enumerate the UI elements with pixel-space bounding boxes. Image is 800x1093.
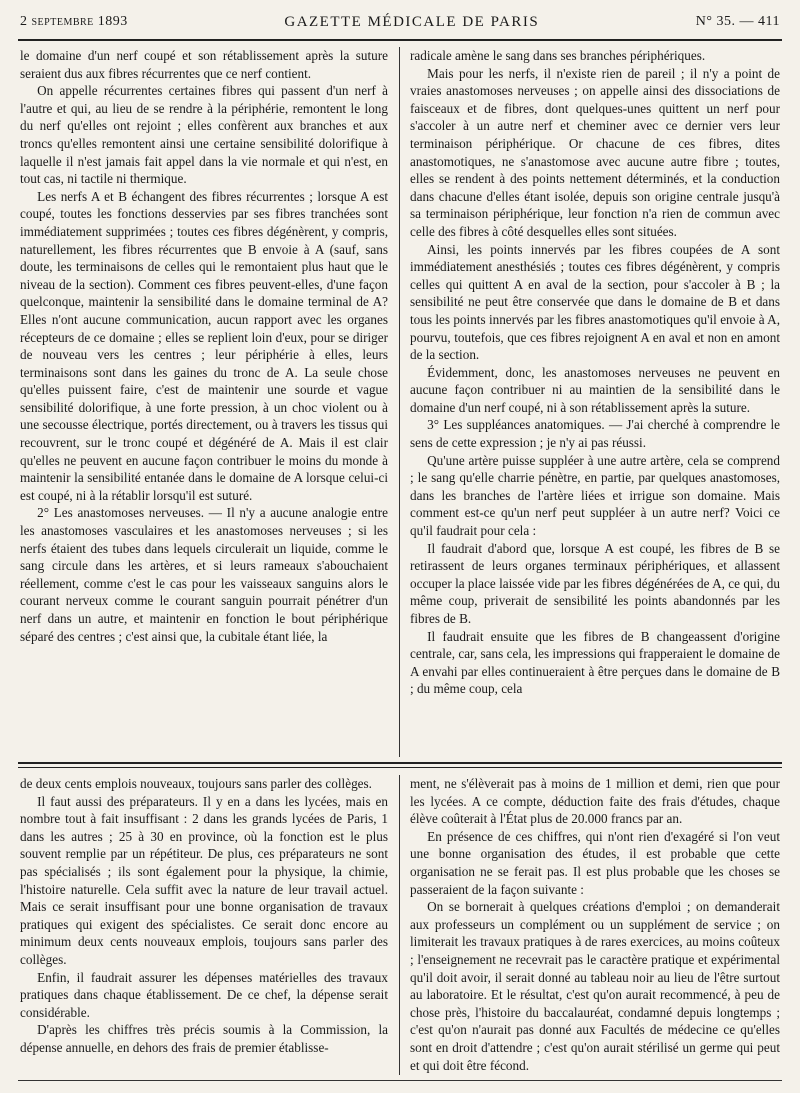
paragraph: Qu'une artère puisse suppléer à une autre artère, cela se comprend ; le sang qu'elle charrie pénètre, en partie, par quelques anastomoses, dans les branches de l'artère liées et irrigue son domaine. Mais comment est-ce qu'un nerf peut suppléer à un autre nerf? Voici ce qu'il faudrait pour cela :	[410, 452, 780, 539]
paragraph: Mais pour les nerfs, il n'existe rien de pareil ; il n'y a point de vraies anastomoses nerveuses ; on appelle ainsi des dissociations de faisceaux et de fibres, dont quelques-unes quittent un nerf pour s'accoler à un autre nerf et cheminer avec ce dernier vers leur terminaison périphérique. Or chacune de ces fibres, dites anastomotiques, ne s'anastomose avec aucune autre fibre ; toutes, elles se rendent à des points nettement déterminés, et la conduction dans chacune d'elles étant isolée, depuis son origine centrale jusqu'à sa terminaison périphérique, leur fonction n'a rien de commun avec celle des fibres à côté desquelles elles sont situées.	[410, 65, 780, 239]
header-issue: N° 35. — 411	[695, 14, 780, 29]
column-divider	[399, 47, 400, 757]
footer-rule	[18, 1080, 782, 1081]
header-rule	[18, 39, 782, 41]
paragraph: de deux cents emplois nouveaux, toujours sans parler des collèges.	[20, 776, 372, 791]
section-rule-thin	[18, 767, 782, 768]
header-date: 2 septembre 1893	[20, 14, 128, 29]
paragraph: Il faut aussi des préparateurs. Il y en a dans les lycées, mais en nombre tout à fait insuffisant : 2 dans les grands lycées de Paris, 1 dans les autres ; 25 à 30 en province, où la fonction est le plus souvent remplie par un répétiteur. De plus, ces préparateurs ne sont pas spécialisés ; ils sont également pour la physique, la chimie, l'histoire naturelle. Cela suffit avec la nature de leur travail actuel. Mais ce serait insuffisant pour une bonne organisation de travaux pratiques qui exigent des spécialistes. Ce serait donc encore au minimum deux cents nouveaux emplois, toujours sans parler des collèges.	[20, 793, 388, 967]
bottom-right-column	[410, 775, 780, 1075]
paragraph: ment, ne s'élèverait pas à moins de 1 million et demi, rien que pour les lycées. A ce compte, déduction faite des frais d'études, chaque élève coûterait à l'État plus de 20.000 francs par an.	[410, 776, 780, 827]
paragraph: Il faudrait d'abord que, lorsque A est coupé, les fibres de B se retirassent de leurs organes terminaux périphériques, et allassent occuper la place laissée vide par les fibres dégénérées de A, ce qui, du même coup, priverait de sensibilité les points abandonnés par les fibres de B.	[410, 540, 780, 626]
top-left-column	[20, 47, 388, 749]
paragraph: radicale amène le sang dans ses branches périphériques.	[410, 48, 706, 63]
paragraph: Il faudrait ensuite que les fibres de B changeassent d'origine centrale, car, sans cela, les impressions qui frapperaient le domaine de A envahi par elles continueraient à être perçues dans le domaine de B ; du même coup, cela	[410, 628, 780, 697]
paragraph: 3° Les suppléances anatomiques. — J'ai cherché à comprendre le sens de cette expression ; je n'y ai pas réussi.	[410, 417, 780, 451]
paragraph: Évidemment, donc, les anastomoses nerveuses ne peuvent en aucune façon contribuer ni au maintien de la sensibilité dans le domaine d'un nerf coupé, ni à son rétablissement après la suture.	[410, 364, 780, 415]
paragraph: En présence de ces chiffres, qui n'ont rien d'exagéré si l'on veut une bonne organisation des études, il est probable que cette organisation ne se ferait pas. Il est plus probable que les choses se passeraient de la façon suivante :	[410, 828, 780, 897]
paragraph: D'après les chiffres très précis soumis à la Commission, la dépense annuelle, en dehors des frais de premier établisse-	[20, 1022, 388, 1055]
top-right-column	[410, 47, 780, 749]
paragraph: On se bornerait à quelques créations d'emploi ; on demanderait aux professeurs un complément ou un supplément de service ; on limiterait les travaux pratiques à de rares exercices, au moins coûteux ; l'enseignement ne recevrait pas le caractère pratique et expérimental qu'il doit avoir, il serait donné au tableau noir au lieu de l'être surtout au laboratoire. Et le résultat, c'est qu'on aurait recommencé, à peu de chose près, l'histoire du baccalauréat, condamné depuis longtemps ; c'est qu'on n'aurait pas donné aux Facultés de médecine ce qu'elles sont en droit d'attendre ; c'est qu'on aurait stérilisé un germe qui peut et qui doit être fécond.	[410, 899, 780, 1073]
paragraph: On appelle récurrentes certaines fibres qui passent d'un nerf à l'autre et qui, au lieu de se rendre à la périphérie, remontent le long du nerf qu'elles ont rejoint ; elles confèrent aux branches et aux troncs qu'elles remontent ainsi une certaine sensibilité dolorifique à laquelle il n'est jamais fait appel dans la vie normale et qui n'est, en tout cas, ni tactile ni thermique.	[20, 83, 388, 187]
column-divider	[399, 775, 400, 1075]
bottom-left-column	[20, 775, 388, 1075]
paragraph: 2° Les anastomoses nerveuses. — Il n'y a aucune analogie entre les anastomoses vasculaires et les anastomoses nerveuses ; si les nerfs étaient des tubes dans lequels circulerait un liquide, comme le sang circule dans les artères, et si leurs rameaux s'abouchaient réellement, comme c'est le cas pour les vaisseaux sanguins alors le courant nerveux comme le courant sanguin pourrait pénétrer d'un nerf dans un autre, et maintenir en fonction le bout périphérique séparé des centres ; c'est ainsi que, la cubitale étant liée, la	[20, 505, 388, 644]
paragraph: Les nerfs A et B échangent des fibres récurrentes ; lorsque A est coupé, toutes les fonctions desservies par ses fibres tranchées sont immédiatement supprimées ; toutes ces fibres dégénèrent, y compris, naturellement, les fibres récurrentes que B envoie à A (sauf, sans doute, les terminaisons de celles qui le remontaient plus haut que le niveau de la section). Comment ces fibres peuvent-elles, d'une façon quelconque, maintenir la sensibilité dans le domaine terminal de A? Elles n'ont aucune communication, aucun rapport avec les organes récepteurs de ce domaine ; elles se replient loin d'eux, pour se diriger de nouveau vers les centres ; leur périphérie à elles, leurs terminaisons sont dans les gaines du tronc de A. La seule chose qu'elles puissent faire, c'est de maintenir une sourde et vague sensibilité dolorifique, à une forte pression, à un choc violent ou à une secousse électrique, portés directement, ou à travers les tissus qui recouvrent, sur le tronc coupé et dégénéré de A. Mais il est clair qu'elles ne peuvent en aucune façon contribuer le moins du monde à maintenir la sensibilité entanée dans le domaine de A lorsque celui-ci est coupé, ni à la rétablir lorsqu'il est suturé.	[20, 188, 388, 503]
paragraph: Ainsi, les points innervés par les fibres coupées de A sont immédiatement anesthésiés ; toutes ces fibres dégénèrent, y compris celles qui quittent A en aval de la section, pour s'accoler à B ; la sensibilité ne peut être conservée que dans le domaine de B et dans tous les points innervés par les fibres anastomotiques qu'il envoie à A, pourvu, toutefois, que ces fibres rejoignent A en aval et non en amont de la section.	[410, 241, 780, 363]
paragraph: le domaine d'un nerf coupé et son rétablissement après la suture seraient dus aux fibres récurrentes que ce nerf contient.	[20, 48, 388, 81]
paragraph: Enfin, il faudrait assurer les dépenses matérielles des travaux pratiques dans chaque établissement. De ce chef, la dépense serait considérable.	[20, 969, 388, 1020]
header-title: GAZETTE MÉDICALE DE PARIS	[284, 13, 540, 30]
page-header	[20, 10, 780, 34]
section-rule	[18, 762, 782, 764]
